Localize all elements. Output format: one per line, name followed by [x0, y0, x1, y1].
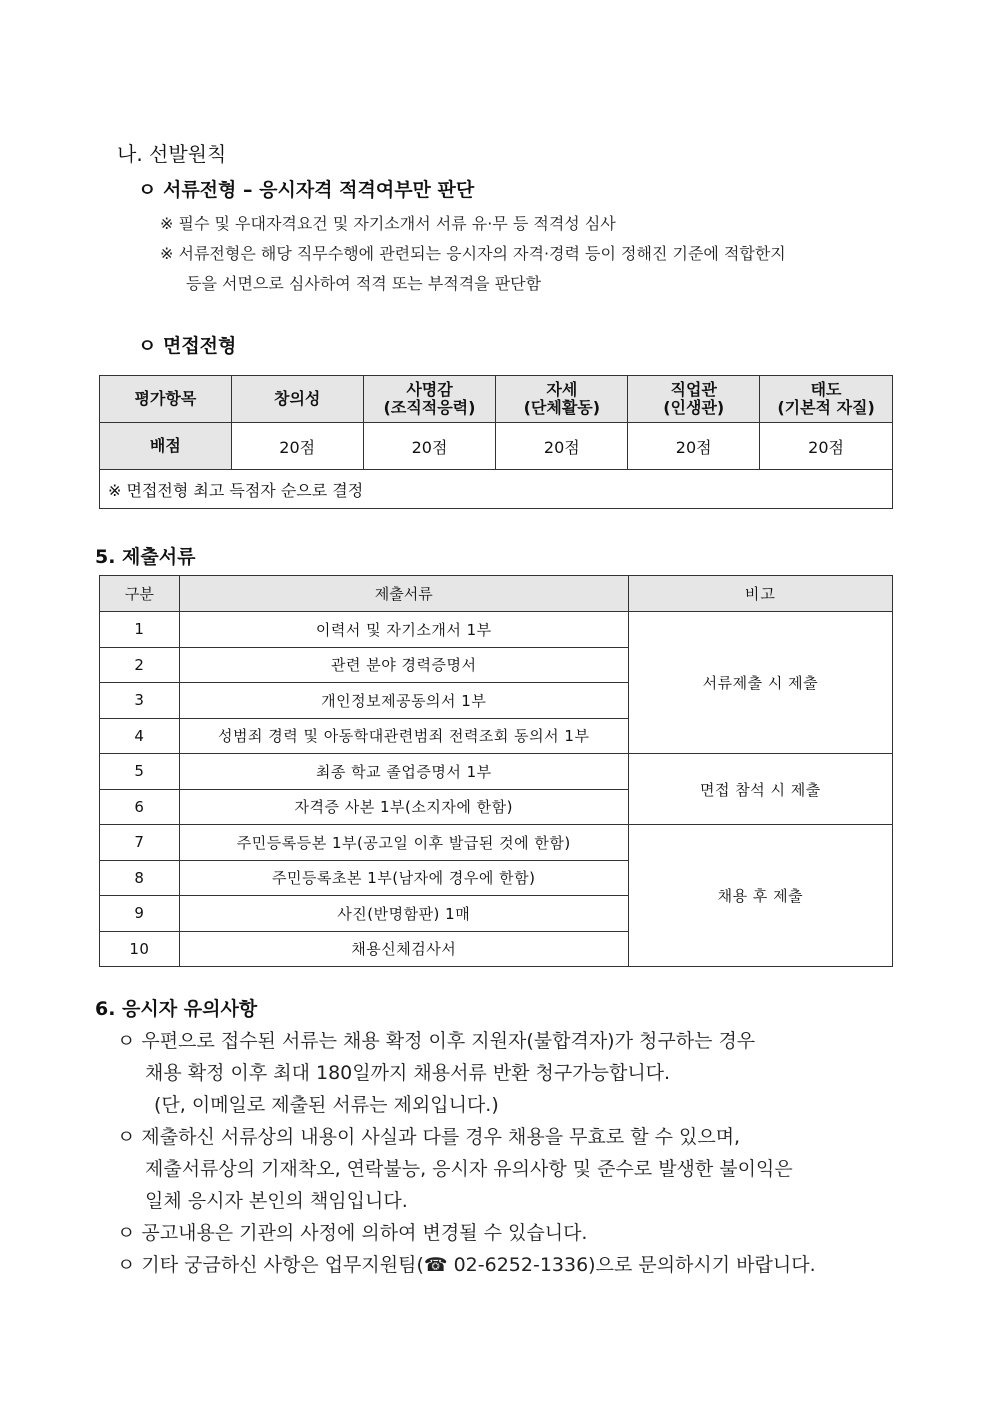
notices-title: 6. 응시자 유의사항 — [95, 998, 258, 1020]
row-document: 주민등록등본 1부(공고일 이후 발급된 것에 한함) — [179, 825, 628, 861]
row-document: 관련 분야 경력증명서 — [179, 647, 628, 683]
row-number: 4 — [100, 718, 180, 754]
row-number: 7 — [100, 825, 180, 861]
eval-item-name: 자세 — [546, 380, 578, 399]
eval-header-row — [100, 376, 893, 423]
row-document: 이력서 및 자기소개서 1부 — [179, 612, 628, 648]
row-remark: 서류제출 시 제출 — [628, 612, 892, 754]
notice-4: ㅇ 기타 궁금하신 사항은 업무지원팀(☎ 02-6252-1336)으로 문의하시기 바랍니다. — [117, 1254, 816, 1276]
eval-score-row — [100, 423, 893, 470]
documents-header-no: 구분 — [100, 576, 180, 612]
eval-score-label: 배점 — [100, 423, 232, 470]
notice-1-line-2: 채용 확정 이후 최대 180일까지 채용서류 반환 청구가능합니다. — [145, 1062, 671, 1084]
row-number: 9 — [100, 896, 180, 932]
eval-item — [496, 376, 628, 423]
notice-3: ㅇ 공고내용은 기관의 사정에 의하여 변경될 수 있습니다. — [117, 1222, 588, 1244]
eval-note-row — [100, 470, 893, 509]
row-document: 개인정보제공동의서 1부 — [179, 683, 628, 719]
eval-item-name: 창의성 — [273, 389, 321, 408]
eval-item-name: 태도 — [810, 380, 842, 399]
table-row — [100, 754, 893, 790]
eval-item-detail: (기본적 자질) — [777, 398, 875, 417]
row-document: 성범죄 경력 및 아동학대관련범죄 전력조회 동의서 1부 — [179, 718, 628, 754]
document-screening-title: ㅇ 서류전형 – 응시자격 적격여부만 판단 — [138, 179, 475, 201]
interview-title: ㅇ 면접전형 — [138, 335, 237, 357]
eval-score: 20점 — [628, 423, 760, 470]
eval-score: 20점 — [363, 423, 496, 470]
row-document: 최종 학교 졸업증명서 1부 — [179, 754, 628, 790]
row-document: 사진(반명함판) 1매 — [179, 896, 628, 932]
notice-2-line-2: 제출서류상의 기재착오, 연락불능, 응시자 유의사항 및 준수로 발생한 불이익은 — [145, 1158, 793, 1180]
notice-1-line-1: ㅇ 우편으로 접수된 서류는 채용 확정 이후 지원자(불합격자)가 청구하는 경우 — [117, 1030, 756, 1052]
eval-item-detail: (조직적응력) — [383, 398, 476, 417]
documents-title: 5. 제출서류 — [95, 546, 196, 568]
table-row — [100, 612, 893, 648]
row-number: 10 — [100, 931, 180, 967]
row-number: 1 — [100, 612, 180, 648]
row-number: 8 — [100, 860, 180, 896]
notice-2-line-1: ㅇ 제출하신 서류상의 내용이 사실과 다를 경우 채용을 무효로 할 수 있으며, — [117, 1126, 741, 1148]
eval-item — [628, 376, 760, 423]
eval-note: ※ 면접전형 최고 득점자 순으로 결정 — [100, 470, 893, 509]
eval-score: 20점 — [231, 423, 363, 470]
documents-table — [99, 575, 893, 967]
notice-1-line-3: (단, 이메일로 제출된 서류는 제외입니다.) — [154, 1094, 499, 1116]
interview-evaluation-table — [99, 375, 893, 509]
row-remark: 채용 후 제출 — [628, 825, 892, 967]
row-document: 채용신체검사서 — [179, 931, 628, 967]
row-document: 자격증 사본 1부(소지자에 한함) — [179, 789, 628, 825]
row-remark: 면접 참석 시 제출 — [628, 754, 892, 825]
eval-item — [363, 376, 496, 423]
row-number: 5 — [100, 754, 180, 790]
row-number: 3 — [100, 683, 180, 719]
row-document: 주민등록초본 1부(남자에 경우에 한함) — [179, 860, 628, 896]
notice-2-line-3: 일체 응시자 본인의 책임입니다. — [145, 1190, 408, 1212]
eval-score: 20점 — [496, 423, 628, 470]
selection-heading: 나. 선발원칙 — [117, 142, 227, 166]
document-screening-note-2-line-1: ※ 서류전형은 해당 직무수행에 관련되는 응시자의 자격·경력 등이 정해진 기준에 적합한지 — [160, 244, 786, 263]
eval-item-name: 사명감 — [406, 380, 453, 399]
eval-score: 20점 — [760, 423, 893, 470]
eval-item-name: 직업관 — [670, 380, 717, 399]
row-number: 2 — [100, 647, 180, 683]
eval-item — [231, 376, 363, 423]
document-screening-note-2-line-2: 등을 서면으로 심사하여 적격 또는 부적격을 판단함 — [186, 274, 542, 293]
row-number: 6 — [100, 789, 180, 825]
document-screening-note-1: ※ 필수 및 우대자격요건 및 자기소개서 서류 유·무 등 적격성 심사 — [160, 214, 616, 233]
eval-item — [760, 376, 893, 423]
table-row — [100, 825, 893, 861]
documents-header-remark: 비고 — [628, 576, 892, 612]
documents-header-row — [100, 576, 893, 612]
eval-item-detail: (인생관) — [663, 398, 725, 417]
eval-item-detail: (단체활동) — [523, 398, 601, 417]
eval-header-label: 평가항목 — [100, 376, 232, 423]
documents-header-doc: 제출서류 — [179, 576, 628, 612]
